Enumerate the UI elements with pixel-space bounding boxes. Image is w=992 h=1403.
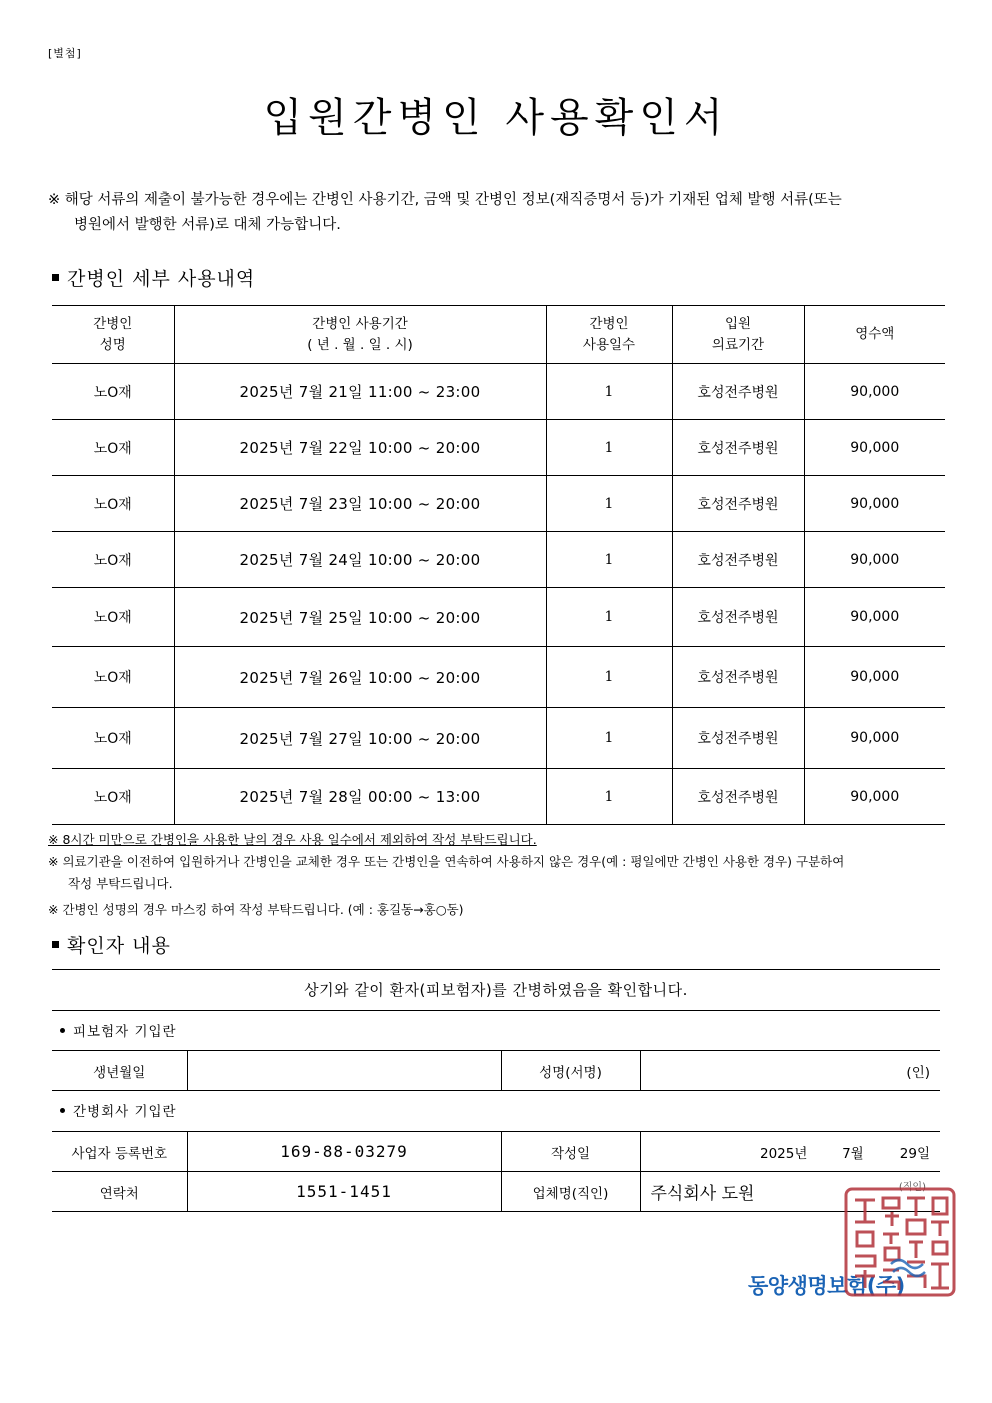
cell-amount: 90,000 (804, 420, 945, 476)
note-2-continued: 작성 부탁드립니다. (68, 876, 173, 891)
header-usage-period: 간병인 사용기간 ( 년 . 월 . 일 . 시) (174, 306, 546, 364)
birth-field[interactable] (187, 1051, 501, 1091)
cell-hospital: 호성전주병원 (672, 476, 804, 532)
cell-hospital: 호성전주병원 (672, 532, 804, 588)
cell-hospital: 호성전주병원 (672, 588, 804, 647)
table-row (52, 532, 945, 588)
cell-period: 2025년 7월 27일 10:00 ~ 20:00 (174, 708, 546, 769)
header-hospital: 입원 의료기간 (672, 306, 804, 364)
cell-amount: 90,000 (804, 476, 945, 532)
cell-hospital: 호성전주병원 (672, 708, 804, 769)
cell-amount: 90,000 (804, 769, 945, 825)
phone-label: 연락처 (52, 1172, 187, 1212)
cell-amount: 90,000 (804, 364, 945, 420)
confirm-message: 상기와 같이 환자(피보험자)를 간병하였음을 확인합니다. (52, 969, 940, 1011)
cell-hospital: 호성전주병원 (672, 364, 804, 420)
header-caregiver-name: 간병인 성명 (52, 306, 174, 364)
usage-table (52, 305, 945, 825)
insured-subtitle: 피보험자 기입란 (60, 1020, 177, 1040)
cell-days: 1 (546, 769, 672, 825)
cell-name: 노O재 (52, 588, 174, 647)
date-label: 작성일 (501, 1132, 640, 1172)
cell-name: 노O재 (52, 532, 174, 588)
cell-days: 1 (546, 420, 672, 476)
square-bullet-icon (52, 941, 59, 948)
date-month: 7월 (842, 1145, 864, 1162)
table-row (52, 647, 945, 708)
date-year: 2025년 (760, 1145, 808, 1162)
notice-line-1: ※ 해당 서류의 제출이 불가능한 경우에는 간병인 사용기간, 금액 및 간병인 정보(재직증명서 등)가 기재된 업체 발행 서류(또는 (48, 192, 842, 208)
cell-period: 2025년 7월 26일 10:00 ~ 20:00 (174, 647, 546, 708)
notes (48, 829, 948, 921)
insured-name-label: 성명(서명) (501, 1051, 640, 1091)
cell-period: 2025년 7월 22일 10:00 ~ 20:00 (174, 420, 546, 476)
page-title: 입원간병인 사용확인서 (263, 95, 729, 141)
phone-value: 1551-1451 (187, 1172, 501, 1212)
cell-days: 1 (546, 364, 672, 420)
cell-days: 1 (546, 532, 672, 588)
header-amount: 영수액 (804, 306, 945, 364)
company-name-label: 업체명(직인) (501, 1172, 640, 1212)
round-bullet-icon (60, 1028, 65, 1033)
table-row (52, 364, 945, 420)
usage-header-row (52, 306, 945, 364)
reg-number-value: 169-88-03279 (187, 1132, 501, 1172)
company-row-2 (52, 1172, 940, 1212)
reg-number-label: 사업자 등록번호 (52, 1132, 187, 1172)
date-value (640, 1132, 940, 1172)
cell-period: 2025년 7월 23일 10:00 ~ 20:00 (174, 476, 546, 532)
company-seal-mark: (직인) (898, 1182, 926, 1193)
company-seal-stamp (843, 1186, 957, 1298)
cell-period: 2025년 7월 24일 10:00 ~ 20:00 (174, 532, 546, 588)
cell-period: 2025년 7월 25일 10:00 ~ 20:00 (174, 588, 546, 647)
square-bullet-icon (52, 274, 59, 281)
cell-days: 1 (546, 588, 672, 647)
note-3: ※ 간병인 성명의 경우 마스킹 하여 작성 부탁드립니다. (예 : 홍길동→홍○동) (48, 902, 464, 917)
cell-name: 노O재 (52, 476, 174, 532)
cell-amount: 90,000 (804, 647, 945, 708)
cell-name: 노O재 (52, 647, 174, 708)
insured-signature-field[interactable] (640, 1051, 940, 1091)
birth-label: 생년월일 (52, 1051, 187, 1091)
cell-name: 노O재 (52, 708, 174, 769)
cell-name: 노O재 (52, 769, 174, 825)
usage-section-title: 간병인 세부 사용내역 (52, 264, 255, 291)
date-day: 29일 (899, 1145, 930, 1162)
notice-line-2: 병원에서 발행한 서류)로 대체 가능합니다. (74, 217, 341, 233)
cell-days: 1 (546, 476, 672, 532)
insured-row (52, 1051, 940, 1091)
insured-table (52, 1050, 940, 1091)
company-logo-text: 동양생명보험(주) (748, 1274, 905, 1298)
cell-hospital: 호성전주병원 (672, 647, 804, 708)
cell-hospital: 호성전주병원 (672, 769, 804, 825)
table-row (52, 769, 945, 825)
header-usage-days: 간병인 사용일수 (546, 306, 672, 364)
note-2: ※ 의료기관을 이전하여 입원하거나 간병인을 교체한 경우 또는 간병인을 연속하여 사용하지 않은 경우(예 : 평일에만 간병인 사용한 경우) 구분하여 (48, 854, 845, 869)
seal-mark: (인) (906, 1064, 930, 1081)
table-row (52, 476, 945, 532)
table-row (52, 420, 945, 476)
confirm-section-title: 확인자 내용 (52, 931, 171, 958)
cell-days: 1 (546, 708, 672, 769)
cell-amount: 90,000 (804, 588, 945, 647)
cell-period: 2025년 7월 28일 00:00 ~ 13:00 (174, 769, 546, 825)
attachment-tag: [별첨] (48, 47, 82, 60)
company-table (52, 1131, 940, 1212)
notice (48, 188, 948, 238)
company-name-value: 주식회사 도원 (650, 1184, 755, 1204)
cell-amount: 90,000 (804, 532, 945, 588)
cell-hospital: 호성전주병원 (672, 420, 804, 476)
cell-amount: 90,000 (804, 708, 945, 769)
cell-days: 1 (546, 647, 672, 708)
cell-period: 2025년 7월 21일 11:00 ~ 23:00 (174, 364, 546, 420)
table-row (52, 708, 945, 769)
cell-name: 노O재 (52, 364, 174, 420)
note-1: ※ 8시간 미만으로 간병인을 사용한 날의 경우 사용 일수에서 제외하여 작성 부탁드립니다. (48, 832, 537, 847)
table-row (52, 588, 945, 647)
cell-name: 노O재 (52, 420, 174, 476)
company-row-1 (52, 1132, 940, 1172)
company-subtitle: 간병회사 기입란 (60, 1100, 177, 1120)
round-bullet-icon (60, 1108, 65, 1113)
